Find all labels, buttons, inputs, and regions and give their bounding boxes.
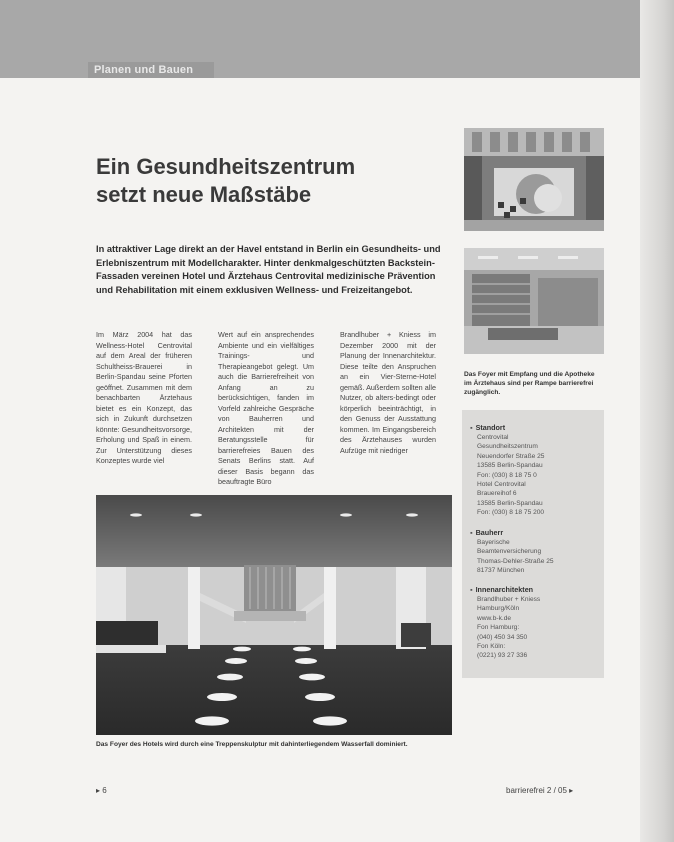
- info-line: 81737 München: [477, 567, 525, 575]
- info-line: Fon: (030) 8 18 75 200: [477, 509, 545, 517]
- issue-label: barrierefrei 2 / 05 ▸: [506, 786, 574, 795]
- info-title: ▪ Standort: [470, 423, 506, 432]
- info-title: ▪ Bauherr: [470, 528, 504, 537]
- side-photo-caption: Das Foyer mit Empfang und die Apotheke im Ärztehaus sind per Rampe barrierefrei zugänglich.: [464, 371, 595, 396]
- main-photo-caption: Das Foyer des Hotels wird durch eine Treppenskulptur mit dahinterliegendem Wasserfall dominiert.: [96, 741, 408, 748]
- info-title: ▪ Innenarchitekten: [470, 585, 534, 594]
- info-line: Brauereihof 6: [477, 490, 517, 498]
- info-line: Fon Köln:: [477, 643, 506, 651]
- info-line: Hotel Centrovital: [477, 481, 526, 489]
- section-label: Planen und Bauen: [88, 62, 214, 78]
- page-number: ▸ 6: [96, 786, 107, 795]
- info-line: Bayerische: [477, 539, 510, 546]
- info-line: www.b-k.de: [477, 614, 512, 622]
- pharmacy-photo: [464, 248, 604, 354]
- info-line: (040) 450 34 350: [477, 633, 528, 641]
- info-line: Neuendorfer Straße 25: [477, 452, 545, 460]
- info-line: Beamtenversicherung: [477, 548, 542, 556]
- info-line: (0221) 93 27 336: [477, 652, 528, 660]
- foyer-reception-photo: [464, 128, 604, 231]
- info-line: Fon: (030) 8 18 75 0: [477, 471, 537, 479]
- article-lead: In attraktiver Lage direkt an der Havel entstand in Berlin ein Gesundheits- und Erlebniszentrum mit Modellcharakter. Hinter denkmalgeschützten Backstein-Fassaden vereinen Hotel und Ärztehaus Centrovital medizinische Prävention und Rehabilitation mit einem exklusiven Wellness- und Freizeitangebot.: [96, 244, 441, 295]
- info-line: Fon Hamburg:: [477, 624, 520, 632]
- info-line: Centrovital: [477, 434, 509, 441]
- info-box: [462, 410, 604, 678]
- info-block-standort: [470, 422, 598, 518]
- info-line: Thomas-Dehler-Straße 25: [477, 557, 554, 565]
- bullet-icon: ▪: [470, 423, 473, 432]
- body-column-1: Im März 2004 hat das Wellness-Hotel Centrovital auf dem Areal der früheren Schultheiss-Brauerei in Berlin-Spandau seine Pforten geöffnet. Zusammen mit dem benachbarten Ärztehaus bietet es ein Konzept, das sich in Zukunft durchsetzen könnte: Gesundheitsvorsorge, Erholung und Spaß in einem. Zur Unterstützung dieses Konzeptes wurde viel: [96, 330, 192, 465]
- page-gutter-shadow: [640, 0, 674, 842]
- info-line: Hamburg/Köln: [477, 605, 520, 613]
- bullet-icon: ▪: [470, 585, 473, 594]
- body-column-2: Wert auf ein ansprechendes Ambiente und ein vielfältiges Trainings- und Therapieangebot gelegt. Um auch die Barrierefreiheit von Anfang an zu berücksichtigen, fanden im Vorfeld zahlreiche Gespräche von Bauherren und Architekten mit der Beratungsstelle für barrierefreies Bauen des Senats Berlins statt. Auf dieser Basis begann das beauftragte Büro: [218, 330, 314, 486]
- info-line: Gesundheitszentrum: [477, 443, 538, 451]
- hotel-lobby-photo: [96, 495, 452, 735]
- info-block-innenarchitekten: [470, 584, 598, 661]
- info-line: 13585 Berlin-Spandau: [477, 462, 543, 470]
- info-block-bauherr: [470, 527, 598, 576]
- headline-line-2: setzt neue Maßstäbe: [96, 182, 312, 207]
- bullet-icon: ▪: [470, 528, 473, 537]
- body-column-3: Brandlhuber + Kniess im Dezember 2000 mit der Planung der Innenarchitektur. Diese teilte den Anspruchen an ein Vier-Sterne-Hotel gemäß. Außerdem sollten alle Nutzer, ob alters-bedingt oder körperlich beeinträchtigt, in den Genuss der Ausstattung kommen. Im Eingangsbereich des Ärztehauses wurden Aufzüge mit niedriger: [340, 330, 436, 455]
- article-headline: [96, 153, 446, 209]
- info-line: Brandlhuber + Kniess: [477, 596, 541, 603]
- headline-line-1: Ein Gesundheitszentrum: [96, 154, 356, 179]
- info-line: 13585 Berlin-Spandau: [477, 499, 543, 507]
